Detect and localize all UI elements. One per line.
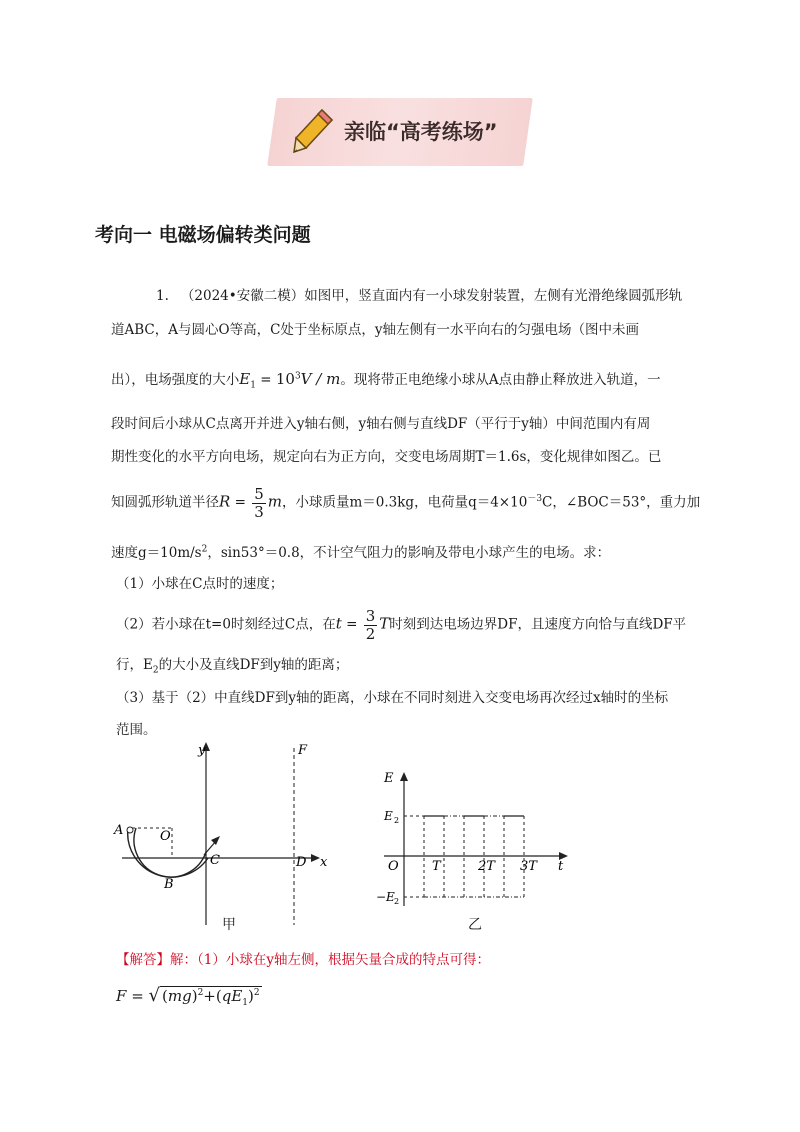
fig1-label-C: C (210, 853, 220, 868)
problem-line-2: 道ABC，A与圆心O等高，C处于坐标原点，y轴左侧有一水平向右的匀强电场（图中未画 (111, 322, 640, 338)
question-3-cont: 范围。 (116, 722, 157, 738)
fig1-label-O: O (160, 829, 171, 844)
figure-jia (112, 740, 342, 940)
fig2-label-3T: 3T (520, 859, 537, 874)
question-3: （3）基于（2）中直线DF到y轴的距离，小球在不同时刻进入交变电场再次经过x轴时的坐标 (116, 690, 669, 706)
fig2-label-negE2: −E (376, 890, 395, 904)
question-1: （1）小球在C点时的速度； (116, 576, 284, 592)
problem-line-5: 期性变化的水平方向电场，规定向右为正方向，交变电场周期T＝1.6s，变化规律如图乙。已 (111, 449, 662, 465)
answer-line: 【解答】解：（1）小球在y轴左侧，根据矢量合成的特点可得： (116, 952, 490, 968)
fig2-label-t: t (558, 859, 564, 874)
fig1-label-D: D (296, 855, 307, 870)
fig2-label-E2-sub: 2 (394, 816, 400, 825)
problem-line-7: 速度$g=10m/s^2$，sin53°＝0.8，不计空气阻力的影响及带电小球产生的电场。求： (111, 544, 611, 561)
problem-line-6: 知圆弧形轨道半径R = $\frac{5}{3}$ m，小球质量m＝0.3kg，电荷量$q=4\times 10^{-3}C$，∠BOC＝53°，重力加 (111, 485, 701, 521)
answer-tag: 【解答】 (116, 952, 170, 968)
pencil-icon (292, 108, 334, 154)
fig1-label-B: B (164, 877, 174, 892)
fig1-label-A: A (114, 823, 124, 838)
fig1-label-y: y (198, 743, 206, 758)
banner-title: 亲临“高考练场” (344, 120, 498, 144)
figure-yi (378, 766, 578, 916)
fig2-label-O: O (388, 859, 399, 874)
fig1-caption: 甲 (222, 917, 236, 933)
problem-line-3: 出），电场强度的大小$E_1 = 10^3V / m$。现将带正电绝缘小球从A点由静止释放进入轨道，一 (111, 370, 661, 391)
fig2-label-2T: 2T (478, 859, 495, 874)
fig1-label-F: F (298, 743, 308, 758)
problem-line-1: 1. （2024•安徽二模）如图甲，竖直面内有一小球发射装置，左侧有光滑绝缘圆弧形轨 (156, 288, 683, 304)
fig2-label-E: E (384, 771, 394, 786)
question-2-cont: 行，$E_2$的大小及直线DF到y轴的距离； (116, 657, 349, 676)
section-title: 考向一 电磁场偏转类问题 (95, 224, 311, 246)
question-2: （2）若小球在t=0时刻经过C点，在t = $\frac{3}{2}$ T时刻到达电场边界DF，且速度方向恰与直线DF平 (116, 607, 687, 643)
fig2-label-E2: E (384, 809, 393, 823)
fig2-label-negE2-sub: 2 (394, 897, 400, 906)
fig1-label-x: x (320, 855, 328, 870)
answer-formula: F = √ $(mg)^2+(qE_1)^2$ (116, 985, 260, 1008)
fig2-caption: 乙 (468, 917, 482, 933)
fig2-label-T: T (432, 859, 441, 874)
problem-line-4: 段时间后小球从C点离开并进入y轴右侧，y轴右侧与直线DF（平行于y轴）中间范围内有周 (111, 416, 651, 432)
